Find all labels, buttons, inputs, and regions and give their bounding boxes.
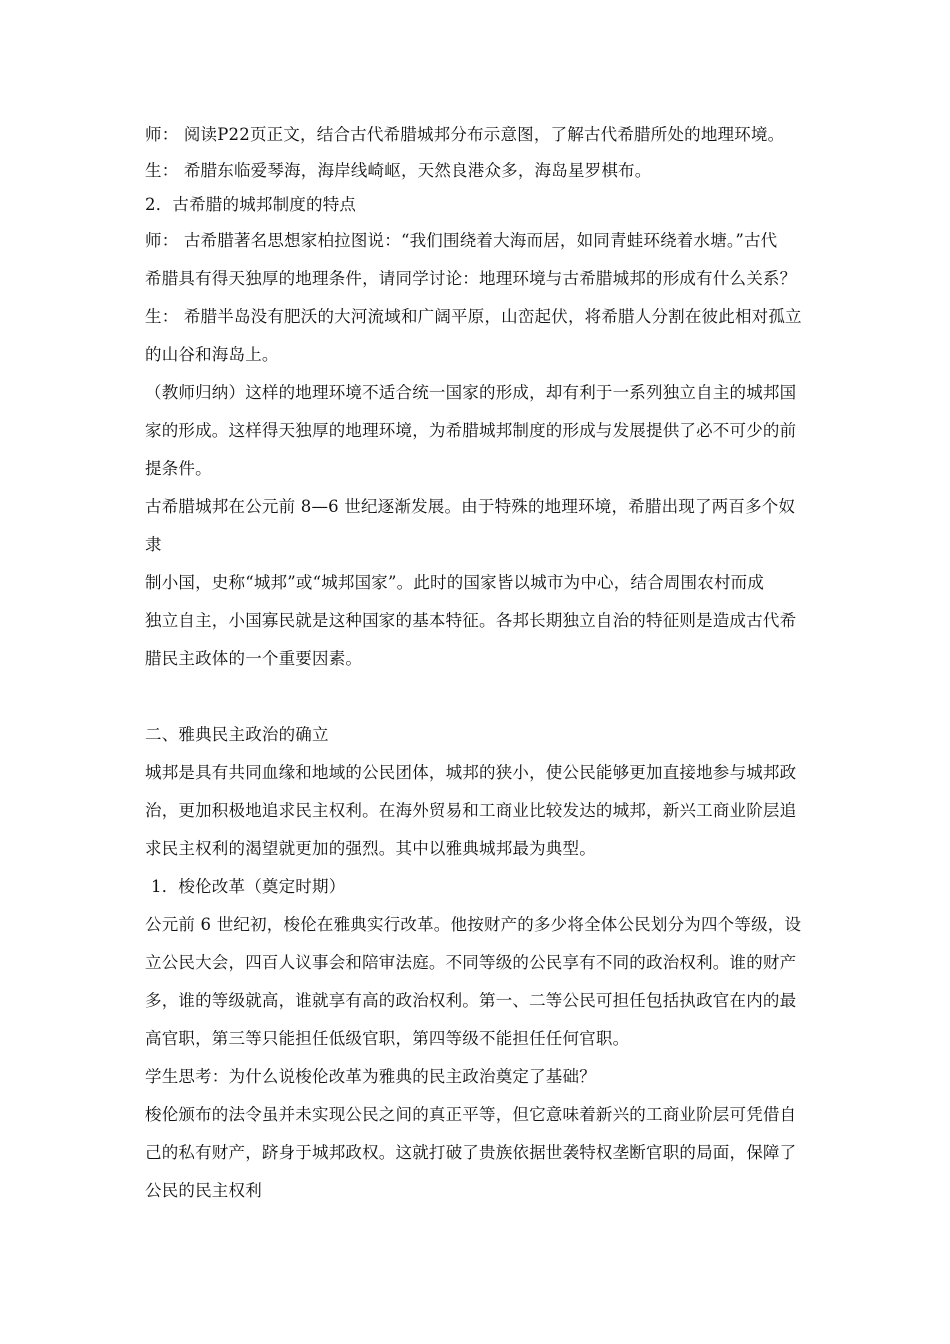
paragraph-line: 求民主权利的渴望就更加的强烈。其中以雅典城邦最为典型。 — [145, 839, 596, 858]
teacher-summary-paragraph — [145, 374, 810, 488]
paragraph-line: 立公民大会，四百人议事会和陪审法庭。不同等级的公民享有不同的政治权利。谁的财产 — [145, 953, 797, 972]
paragraph-line: 腊民主政体的一个重要因素。 — [145, 649, 363, 668]
city-state-development-paragraph — [145, 488, 810, 678]
paragraph-line: （教师归纳）这样的地理环境不适合统一国家的形成，却有利于一系列独立自主的城邦国 — [145, 383, 797, 402]
paragraph-line: 提条件。 — [145, 459, 212, 478]
solon-significance-paragraph — [145, 1096, 810, 1210]
paragraph-line: 城邦是具有共同血缘和地域的公民团体，城邦的狭小，使公民能够更加直接地参与城邦政 — [145, 763, 797, 782]
student-text: 希腊东临爱琴海，海岸线崎岖，天然良港众多，海岛星罗棋布。 — [183, 161, 652, 180]
student-paragraph-peninsula — [145, 298, 810, 374]
paragraph-line: 独立自主，小国寡民就是这种国家的基本特征。各邦长期独立自治的特征则是造成古代希 — [145, 611, 797, 630]
paragraph-line: 的山谷和海岛上。 — [145, 345, 279, 364]
student-line-geography — [145, 156, 810, 186]
paragraph-line: 希腊具有得天独厚的地理条件，请同学讨论：地理环境与古希腊城邦的形成有什么关系？ — [145, 269, 797, 288]
paragraph-text: 古希腊著名思想家柏拉图说：“我们围绕着大海而居，如同青蛙环绕着水塘。”古代 — [183, 231, 778, 250]
paragraph-line: 多，谁的等级就高，谁就享有高的政治权利。第一、二等公民可担任包括执政官在内的最 — [145, 991, 797, 1010]
paragraph-line: 古希腊城邦在公元前 8—6 世纪逐渐发展。由于特殊的地理环境，希腊出现了两百多个奴隶 — [145, 497, 796, 554]
paragraph-line: 高官职，第三等只能担任低级官职，第四等级不能担任任何官职。 — [145, 1029, 630, 1048]
paragraph-line: 己的私有财产，跻身于城邦政权。这就打破了贵族依据世袭特权垄断官职的局面，保障了 — [145, 1143, 797, 1162]
subheading-solon-reform: 1．梭伦改革（奠定时期） — [151, 877, 346, 896]
paragraph-line: 梭伦颁布的法令虽并未实现公民之间的真正平等，但它意味着新兴的工商业阶层可凭借自 — [145, 1105, 797, 1124]
speaker-label-teacher: 师： — [145, 231, 179, 250]
speaker-label-teacher: 师： — [145, 125, 179, 144]
teacher-line-p22 — [145, 120, 810, 150]
document-body — [145, 118, 810, 1210]
paragraph-text: 希腊半岛没有肥沃的大河流域和广阔平原，山峦起伏，将希腊人分割在彼此相对孤立 — [183, 307, 802, 326]
paragraph-line: 公元前 6 世纪初，梭伦在雅典实行改革。他按财产的多少将全体公民划分为四个等级，设 — [145, 915, 802, 934]
solon-reform-paragraph — [145, 906, 810, 1058]
paragraph-line — [145, 222, 810, 260]
section-heading-athens-democracy: 二、雅典民主政治的确立 — [145, 725, 329, 744]
paragraph-line: 制小国，史称“城邦”或“城邦国家”。此时的国家皆以城市为中心，结合周围农村而成 — [145, 573, 765, 592]
subheading-city-state-system: 2．古希腊的城邦制度的特点 — [145, 195, 357, 214]
speaker-label-student: 生： — [145, 307, 179, 326]
teacher-text: 阅读P22页正文，结合古代希腊城邦分布示意图，了解古代希腊所处的地理环境。 — [183, 125, 785, 144]
paragraph-line: 治，更加积极地追求民主权利。在海外贸易和工商业比较发达的城邦，新兴工商业阶层追 — [145, 801, 797, 820]
athens-city-state-paragraph — [145, 754, 810, 868]
section-spacer — [145, 678, 810, 716]
paragraph-line — [145, 298, 810, 336]
student-question-line: 学生思考：为什么说梭伦改革为雅典的民主政治奠定了基础？ — [145, 1067, 596, 1086]
speaker-label-student: 生： — [145, 161, 179, 180]
teacher-paragraph-plato — [145, 222, 810, 298]
paragraph-line: 家的形成。这样得天独厚的地理环境，为希腊城邦制度的形成与发展提供了必不可少的前 — [145, 421, 797, 440]
paragraph-line: 公民的民主权利 — [145, 1181, 262, 1200]
